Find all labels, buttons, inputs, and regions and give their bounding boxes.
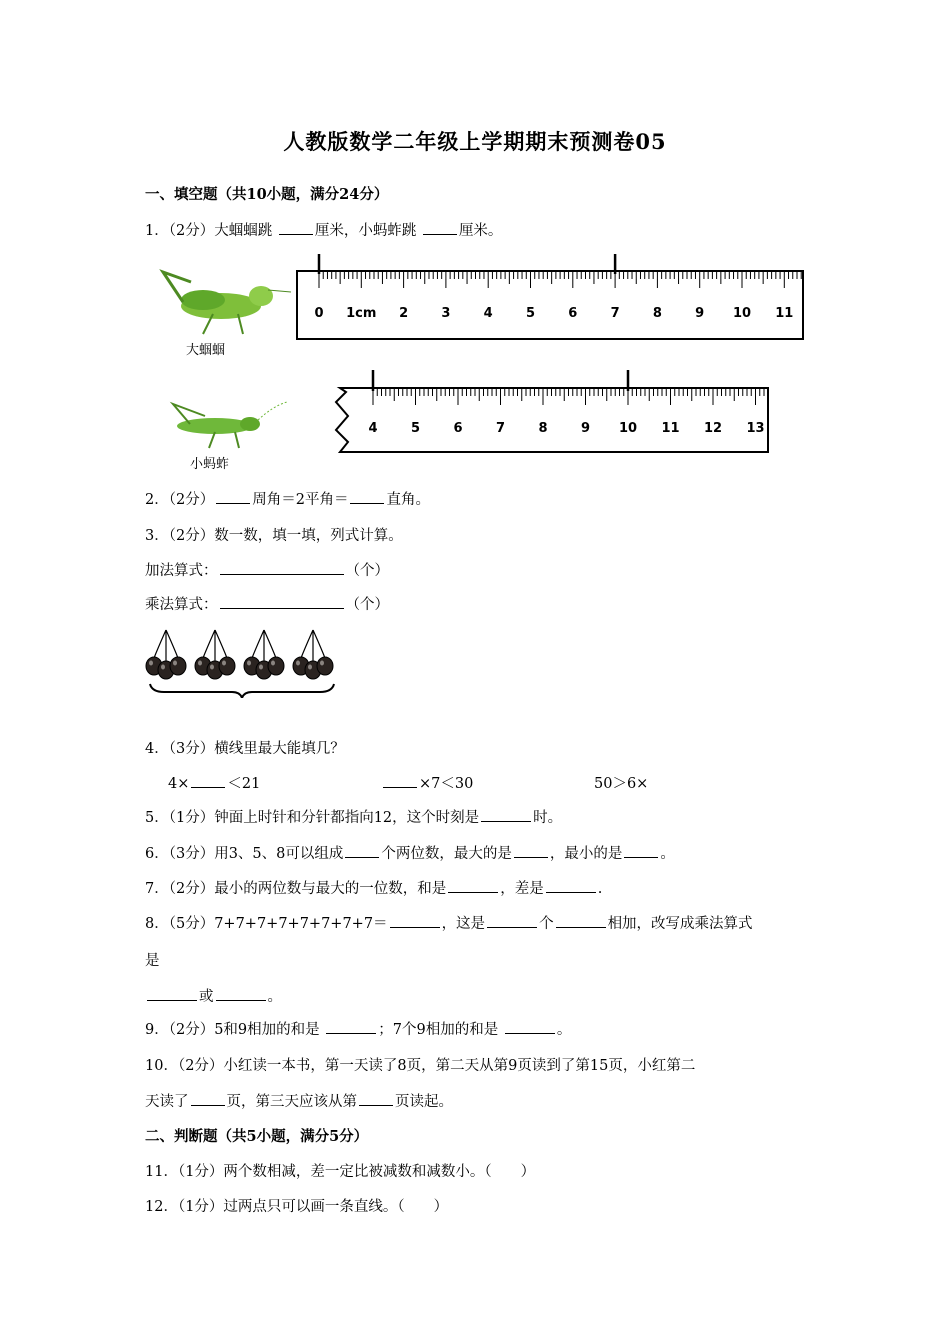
answer-blank[interactable] [216, 986, 266, 1001]
answer-blank[interactable] [191, 1091, 225, 1106]
ruler-label: 5 [525, 306, 536, 321]
answer-blank[interactable] [191, 773, 225, 788]
answer-blank[interactable] [359, 1091, 393, 1106]
answer-blank[interactable] [350, 489, 384, 504]
cherry-group [244, 630, 284, 679]
question-4: 4．（3分）横线里最大能填几？ [145, 741, 345, 757]
cherry-group [293, 630, 333, 679]
question-number: 2． [145, 492, 169, 508]
inequality-3: 50＞6× [594, 776, 649, 792]
ruler-label: 8 [538, 421, 548, 436]
inequality-1: 4× ＜21 [168, 772, 260, 793]
question-number: 8． [145, 916, 169, 932]
answer-blank[interactable] [481, 807, 531, 822]
grasshopper-image [143, 262, 293, 340]
ruler-label: 11 [661, 421, 680, 436]
ruler-1 [296, 254, 806, 342]
question-number: 5． [145, 810, 169, 826]
question-8-answers: 或 。 [145, 985, 282, 1006]
question-number: 1． [145, 223, 169, 239]
cherries-image [144, 626, 342, 698]
ruler-label: 9 [580, 421, 591, 436]
answer-blank[interactable] [624, 843, 658, 858]
answer-blank[interactable] [216, 489, 250, 504]
question-12: 12．（1分）过两点只可以画一条直线。（ ） [145, 1199, 449, 1215]
answer-blank[interactable] [383, 773, 417, 788]
question-number: 3． [145, 528, 169, 544]
ruler-label: 1cm [346, 306, 377, 321]
ruler-label: 7 [495, 421, 506, 436]
cherry [219, 657, 235, 675]
question-7: 7．（2分）最小的两位数与最大的一位数，和是 ，差是 . [145, 877, 602, 898]
answer-blank[interactable] [326, 1019, 376, 1034]
inequality-2: ×7＜30 [381, 772, 473, 793]
ruler-label: 4 [368, 421, 378, 436]
answer-blank[interactable] [556, 913, 606, 928]
question-2: 2．（2分） 周角＝2平角＝ 直角。 [145, 488, 430, 509]
question-5: 5．（1分）钟面上时针和分针都指向12，这个时刻是 时。 [145, 806, 562, 827]
page-title: 人教版数学二年级上学期期末预测卷05 [283, 129, 667, 154]
question-number: 9． [145, 1022, 169, 1038]
question-9: 9．（2分）5和9相加的和是 ；7个9相加的和是 。 [145, 1018, 571, 1039]
question-11: 11．（1分）两个数相减，差一定比被减数和减数小。（ ） [145, 1164, 536, 1180]
question-number: 12． [145, 1199, 178, 1215]
section-2-heading: 二、判断题（共5小题，满分5分） [145, 1128, 369, 1145]
ruler-label: 5 [410, 421, 421, 436]
question-number: 11． [145, 1164, 178, 1180]
ruler-label: 12 [703, 421, 723, 436]
question-number: 7． [145, 881, 169, 897]
ruler-label: 3 [441, 306, 451, 321]
ruler-label: 10 [618, 421, 638, 436]
ruler-label: 7 [610, 306, 620, 321]
answer-blank[interactable] [505, 1019, 555, 1034]
question-10: 10．（2分）小红读一本书，第一天读了8页，第二天从第9页读到了第15页，小红第二 [145, 1058, 696, 1074]
question-6: 6．（3分）用3、5、8可以组成 个两位数，最大的是 ，最小的是 。 [145, 842, 675, 863]
ruler-label: 2 [399, 306, 409, 321]
multiplication-formula-line: 乘法算式： （个） [145, 593, 389, 614]
addition-formula-line: 加法算式： （个） [145, 559, 389, 580]
ruler-label: 4 [483, 306, 493, 321]
ruler-2 [330, 370, 772, 456]
locust-image [155, 398, 290, 452]
question-8-cont: 是 [145, 953, 160, 969]
big-grasshopper-caption: 大蝈蝈 [186, 343, 226, 358]
question-number: 10． [145, 1058, 178, 1074]
question-8: 8．（5分）7+7+7+7+7+7+7+7＝ ，这是 个 相加，改写成乘法算式 [145, 912, 753, 933]
ruler-label: 8 [652, 306, 662, 321]
small-locust-caption: 小蚂蚱 [190, 457, 230, 472]
question-10-cont: 天读了 页，第三天应该从第 页读起。 [145, 1090, 453, 1111]
multiplication-answer-blank[interactable] [220, 594, 344, 609]
answer-blank[interactable] [147, 986, 197, 1001]
question-3: 3．（2分）数一数，填一填，列式计算。 [145, 528, 403, 544]
question-number: 4． [145, 741, 169, 757]
answer-blank[interactable] [279, 220, 313, 235]
cherry-group [146, 630, 186, 679]
ruler-label: 10 [732, 306, 752, 321]
ruler-label: 9 [695, 306, 705, 321]
answer-blank[interactable] [345, 843, 379, 858]
addition-answer-blank[interactable] [220, 560, 344, 575]
answer-blank[interactable] [514, 843, 548, 858]
ruler-label: 0 [314, 306, 324, 321]
ruler-label: 11 [775, 306, 794, 321]
cherry [170, 657, 186, 675]
cherry-group [195, 630, 235, 679]
cherry [317, 657, 333, 675]
ruler-label: 6 [453, 421, 463, 436]
answer-blank[interactable] [390, 913, 440, 928]
cherry [268, 657, 284, 675]
ruler-label: 13 [746, 421, 765, 436]
answer-blank[interactable] [423, 220, 457, 235]
answer-blank[interactable] [546, 878, 596, 893]
answer-blank[interactable] [487, 913, 537, 928]
answer-blank[interactable] [448, 878, 498, 893]
ruler-label: 6 [568, 306, 578, 321]
question-1: 1．（2分）大蝈蝈跳 厘米，小蚂蚱跳 厘米。 [145, 219, 502, 240]
question-number: 6． [145, 846, 169, 862]
section-1-heading: 一、填空题（共10小题，满分24分） [145, 186, 389, 203]
